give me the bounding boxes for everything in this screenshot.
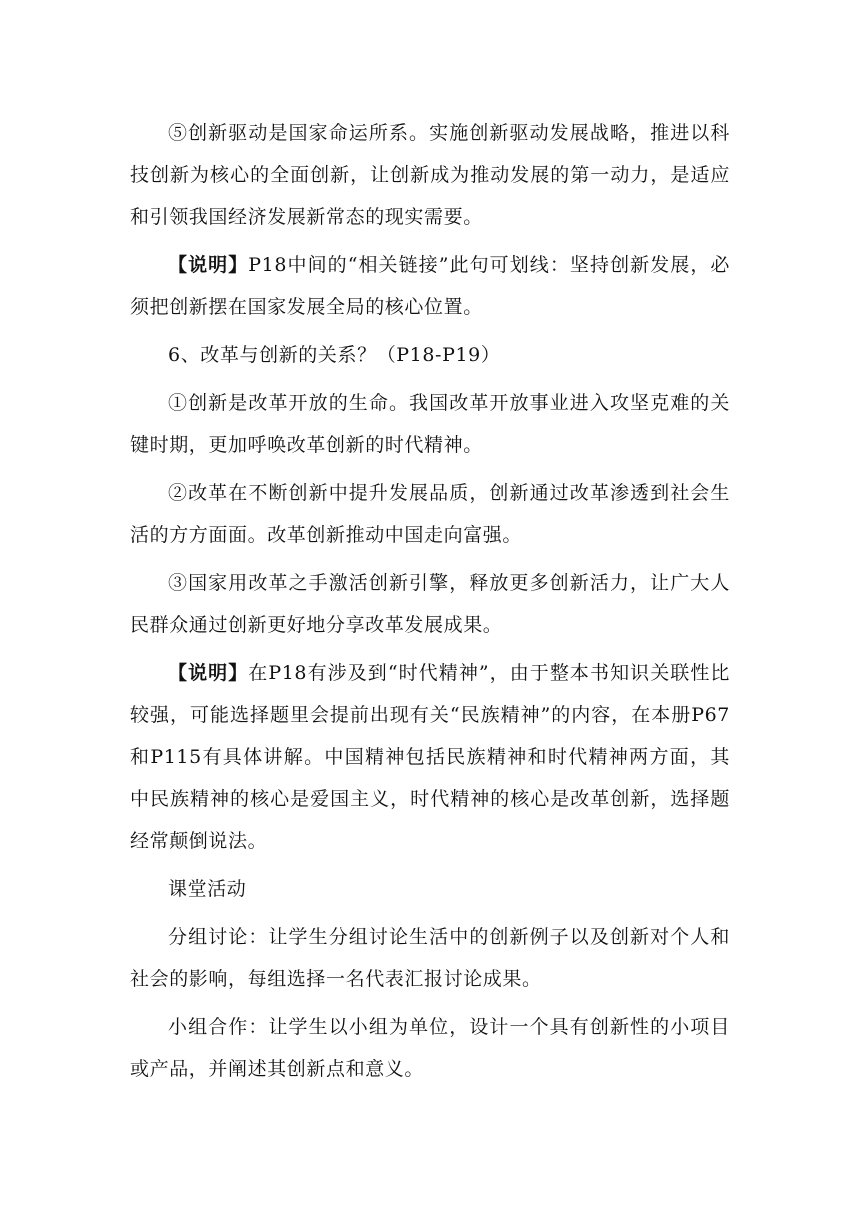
- paragraph-text: ③国家用改革之手激活创新引擎，释放更多创新活力，让广大人民群众通过创新更好地分享改革发展成果。: [130, 572, 730, 636]
- note-label: 【说明】: [168, 254, 249, 276]
- paragraph-text: ②改革在不断创新中提升发展品质，创新通过改革渗透到社会生活的方方面面。改革创新推动中国走向富强。: [130, 482, 730, 546]
- note-text: 在P18有涉及到“时代精神”，由于整本书知识关联性比较强，可能选择题里会提前出现有关“民族精神”的内容，在本册P67和P115有具体讲解。中国精神包括民族精神和时代精神两方面，其中民族精神的核心是爱国主义，时代精神的核心是改革创新，选择题经常颠倒说法。: [130, 662, 730, 852]
- paragraph-group-cooperation: [130, 1006, 730, 1090]
- paragraph-text: ①创新是改革开放的生命。我国改革开放事业进入攻坚克难的关键时期，更加呼唤改革创新的时代精神。: [130, 392, 730, 456]
- note-label: 【说明】: [168, 662, 249, 684]
- note-text: P18中间的“相关链接”此句可划线：坚持创新发展，必须把创新摆在国家发展全局的核心位置。: [130, 254, 730, 318]
- note-era-spirit: [130, 652, 730, 862]
- section-heading-reform-innovation: [130, 334, 730, 376]
- paragraph-point-3: [130, 562, 730, 646]
- paragraph-innovation-driven: [130, 112, 730, 238]
- paragraph-text: 分组讨论：让学生分组讨论生活中的创新例子以及创新对个人和社会的影响，每组选择一名代表汇报讨论成果。: [130, 926, 730, 990]
- note-related-link: [130, 244, 730, 328]
- paragraph-text: 小组合作：让学生以小组为单位，设计一个具有创新性的小项目或产品，并阐述其创新点和意义。: [130, 1016, 730, 1080]
- paragraph-text: ⑤创新驱动是国家命运所系。实施创新驱动发展战略，推进以科技创新为核心的全面创新，让创新成为推动发展的第一动力，是适应和引领我国经济发展新常态的现实需要。: [130, 122, 730, 228]
- section-heading-text: 课堂活动: [168, 878, 247, 900]
- paragraph-point-1: [130, 382, 730, 466]
- paragraph-point-2: [130, 472, 730, 556]
- section-heading-text: 6、改革与创新的关系？（P18-P19）: [168, 344, 501, 366]
- paragraph-group-discussion: [130, 916, 730, 1000]
- section-heading-class-activity: [130, 868, 730, 910]
